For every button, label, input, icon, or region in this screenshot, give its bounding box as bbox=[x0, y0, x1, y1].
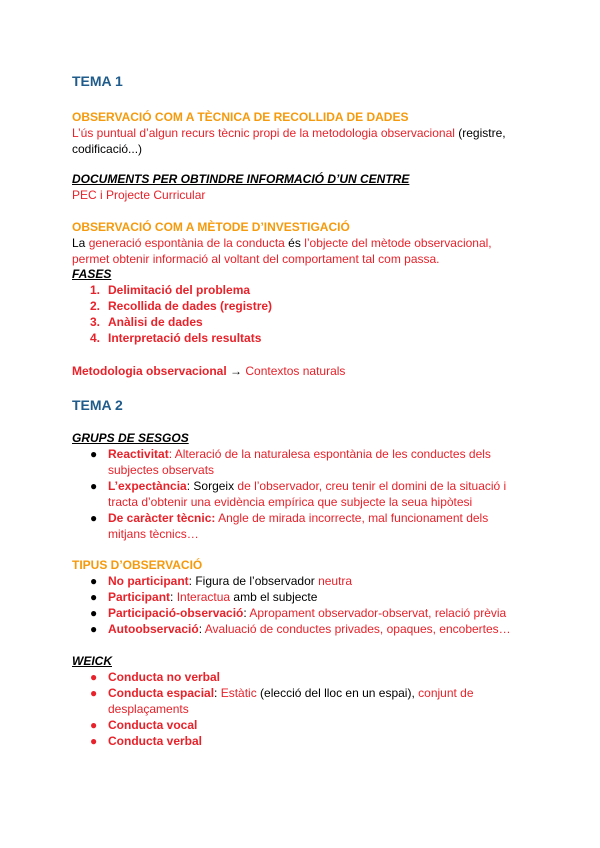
tema2-title: TEMA 2 bbox=[72, 397, 123, 413]
s2-text: PEC i Projecte Curricular bbox=[72, 188, 206, 202]
bullet-icon: ● bbox=[90, 590, 98, 604]
bullet-icon: ● bbox=[90, 686, 98, 700]
bullet-icon: ● bbox=[90, 479, 98, 493]
s3-heading: OBSERVACIÓ COM A MÈTODE D’INVESTIGACIÓ bbox=[72, 220, 350, 234]
s3-text-a: La bbox=[72, 236, 89, 250]
bullet-icon: ● bbox=[90, 670, 98, 684]
list-item: ● Autoobservació: Avaluació de conductes privades, opaques, encobertes… bbox=[90, 622, 511, 636]
bullet-icon: ● bbox=[90, 734, 98, 748]
tipus-heading: TIPUS D’OBSERVACIÓ bbox=[72, 558, 203, 572]
s3-text-d: l’objecte del mètode observacional, permet obtenir informació al voltant del comportament tal com passa. bbox=[72, 236, 492, 266]
arrow-icon: → bbox=[226, 364, 246, 378]
bullet-icon: ● bbox=[90, 718, 98, 732]
s3-text-b: generació espontània de la conducta bbox=[88, 236, 285, 250]
s1-text-black: (registre, codificació...) bbox=[72, 126, 506, 156]
s1-paragraph bbox=[72, 125, 517, 157]
list-item: ● L’expectància: Sorgeix de l’observador, creu tenir el domini de la situació i tracta d’obtenir una evidència empírica que subjecte la seua hipòtesi bbox=[90, 479, 507, 509]
bullet-icon: ● bbox=[90, 622, 98, 636]
fase-item: 2. Recollida de dades (registre) bbox=[90, 299, 273, 313]
list-item: ● De caràcter tècnic: Angle de mirada incorrecte, mal funcionament dels mitjans tècnics… bbox=[90, 511, 489, 541]
tema1-title: TEMA 1 bbox=[72, 73, 123, 89]
s3-text-c: és bbox=[284, 236, 301, 250]
list-item: ● Participació-observació: Apropament observador-observat, relació prèvia bbox=[90, 606, 507, 620]
grups-heading: GRUPS DE SESGOS bbox=[72, 431, 189, 445]
list-item: ● Conducta no verbal bbox=[90, 670, 221, 684]
metodologia-bold: Metodologia observacional bbox=[72, 364, 227, 378]
bullet-icon: ● bbox=[90, 606, 98, 620]
weick-heading: WEICK bbox=[72, 654, 112, 668]
s1-heading: OBSERVACIÓ COM A TÈCNICA DE RECOLLIDA DE DADES bbox=[72, 110, 409, 124]
bullet-icon: ● bbox=[90, 574, 98, 588]
list-item: ● Participant: Interactua amb el subjecte bbox=[90, 590, 318, 604]
s1-text-red: L’ús puntual d’algun recurs tècnic propi de la metodologia observacional bbox=[72, 126, 455, 140]
bullet-icon: ● bbox=[90, 447, 98, 461]
list-item: ● Conducta espacial: Estàtic (elecció del lloc en un espai), conjunt de desplaçaments bbox=[90, 686, 474, 716]
fase-item: 3. Anàlisi de dades bbox=[90, 315, 203, 329]
fase-item: 4. Interpretació dels resultats bbox=[90, 331, 262, 345]
s2-heading: DOCUMENTS PER OBTINDRE INFORMACIÓ D’UN CENTRE bbox=[72, 172, 410, 186]
list-item: ● Conducta vocal bbox=[90, 718, 198, 732]
metodologia-rest: Contextos naturals bbox=[245, 364, 346, 378]
bullet-icon: ● bbox=[90, 511, 98, 525]
metodologia-line bbox=[72, 363, 345, 379]
list-item: ● No participant: Figura de l’observador neutra bbox=[90, 574, 353, 588]
list-item: ● Reactivitat: Alteració de la naturalesa espontània de les conductes dels subjectes observats bbox=[90, 447, 491, 477]
fase-item: 1. Delimitació del problema bbox=[90, 283, 251, 297]
s3-paragraph bbox=[72, 235, 512, 267]
fases-label: FASES bbox=[72, 267, 112, 281]
list-item: ● Conducta verbal bbox=[90, 734, 203, 748]
